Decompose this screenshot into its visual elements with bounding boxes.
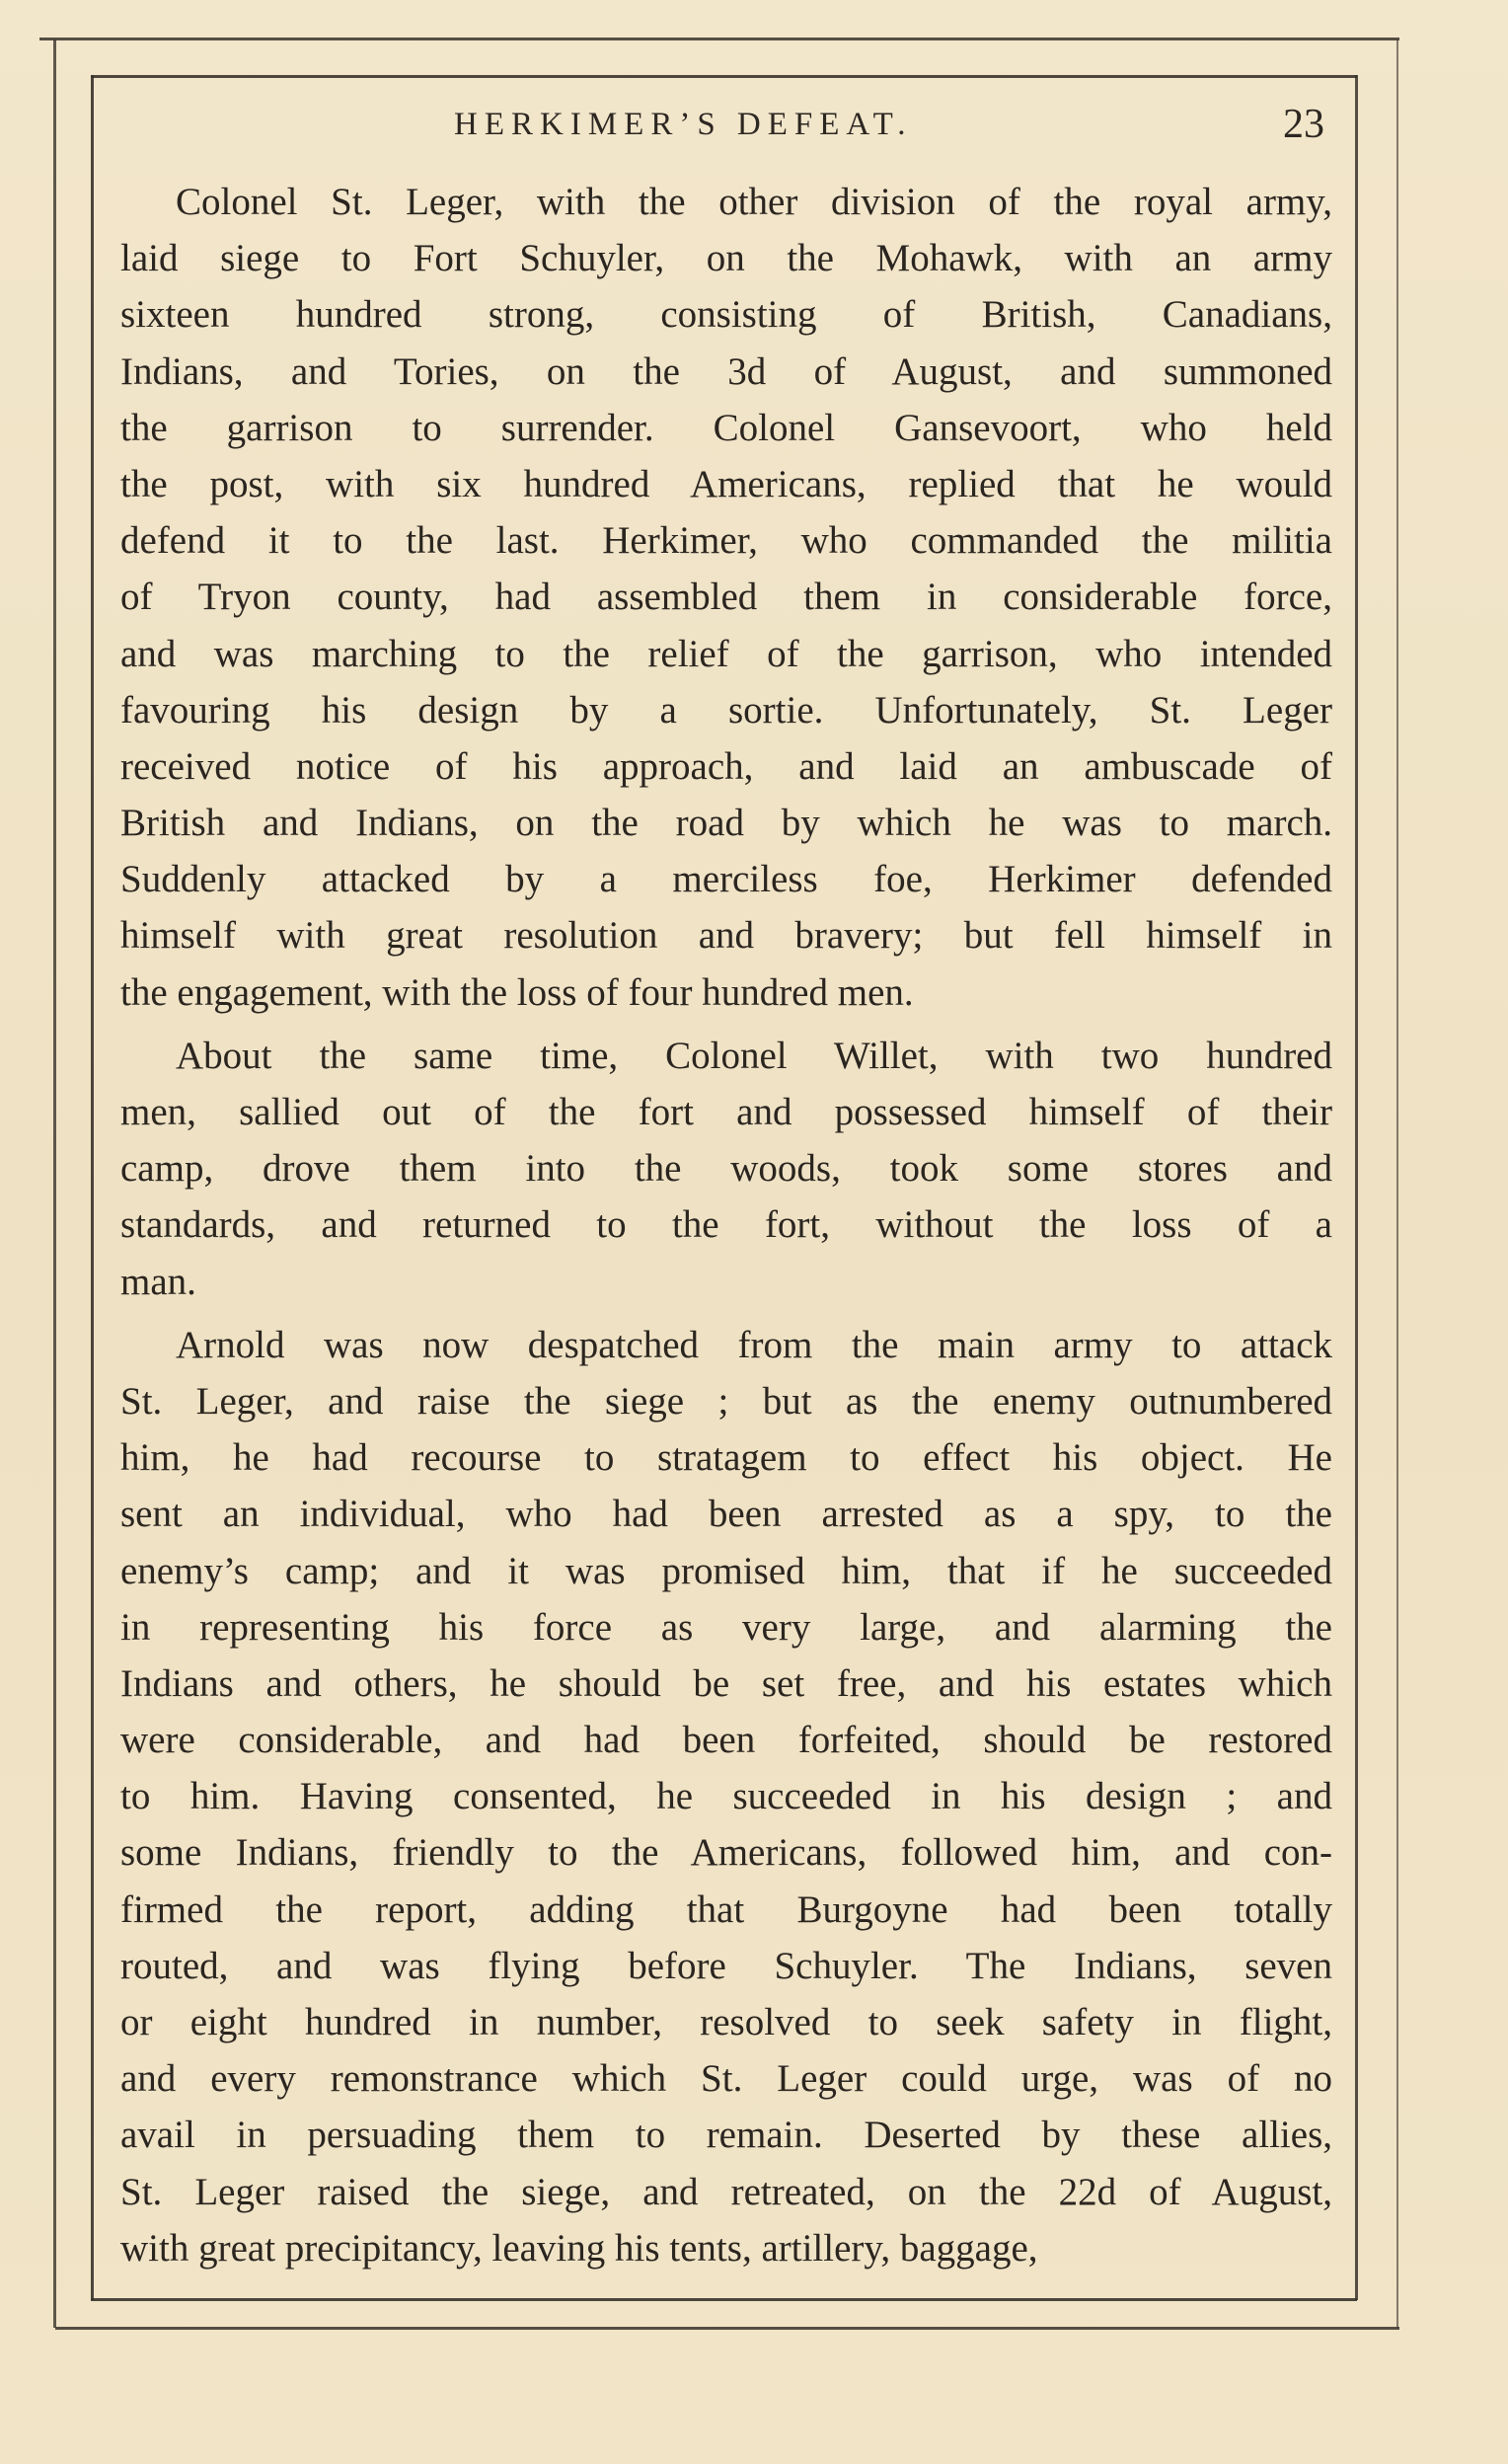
text-line: Indians and others, he should be set free, and his estates which bbox=[120, 1661, 1332, 1705]
text-line: the engagement, with the loss of four hundred men. bbox=[120, 970, 914, 1014]
text-line: of Tryon county, had assembled them in considerable force, bbox=[120, 576, 1332, 619]
text-line: favouring his design by a sortie. Unfortunately, St. Leger bbox=[120, 688, 1332, 732]
text-line: Colonel St. Leger, with the other division of the royal army, bbox=[176, 181, 1332, 223]
text-line: the post, with six hundred Americans, replied that he would bbox=[120, 462, 1332, 505]
text-line: to him. Having consented, he succeeded in his design ; and bbox=[120, 1775, 1332, 1818]
text-line: enemy’s camp; and it was promised him, that if he succeeded bbox=[120, 1549, 1332, 1592]
text-line: were considerable, and had been forfeited, should be restored bbox=[120, 1719, 1332, 1762]
page-header bbox=[118, 101, 1332, 156]
text-line: sixteen hundred strong, consisting of British, Canadians, bbox=[120, 293, 1332, 337]
text-line: St. Leger raised the siege, and retreated, on the 22d of August, bbox=[120, 2170, 1332, 2213]
text-line: or eight hundred in number, resolved to seek safety in flight, bbox=[120, 2001, 1332, 2043]
text-line: Indians, and Tories, on the 3d of August, and summoned bbox=[120, 349, 1332, 393]
paragraph-gap bbox=[120, 1310, 1332, 1317]
running-head: HERKIMER’S DEFEAT. bbox=[454, 107, 913, 142]
paragraph-gap bbox=[120, 1021, 1332, 1028]
inner-bottom-rule bbox=[91, 2298, 1357, 2301]
text-line: British and Indians, on the road by which he was to march. bbox=[120, 802, 1332, 845]
body-text bbox=[120, 174, 1332, 2276]
text-line: received notice of his approach, and laid an ambuscade of bbox=[120, 744, 1332, 788]
outer-left-rule bbox=[53, 39, 56, 2328]
text-line: him, he had recourse to stratagem to effect his object. He bbox=[120, 1436, 1332, 1480]
text-line: avail in persuading them to remain. Deserted by these allies, bbox=[120, 2114, 1332, 2157]
outer-bottom-rule bbox=[55, 2327, 1399, 2330]
text-line: About the same time, Colonel Willet, with two hundred bbox=[176, 1034, 1332, 1077]
text-line: and was marching to the relief of the garrison, who intended bbox=[120, 632, 1332, 675]
text-line: St. Leger, and raise the siege ; but as the enemy outnumbered bbox=[120, 1379, 1332, 1423]
text-line: routed, and was flying before Schuyler. The Indians, seven bbox=[120, 1944, 1332, 1987]
text-line: in representing his force as very large, and alarming the bbox=[120, 1605, 1332, 1649]
text-line: firmed the report, adding that Burgoyne had been totally bbox=[120, 1887, 1332, 1931]
page-number: 23 bbox=[1283, 102, 1324, 147]
outer-right-rule bbox=[1396, 39, 1398, 2328]
text-line: defend it to the last. Herkimer, who commanded the militia bbox=[120, 519, 1332, 563]
text-line: camp, drove them into the woods, took some stores and bbox=[120, 1147, 1332, 1191]
text-line: Suddenly attacked by a merciless foe, Herkimer defended bbox=[120, 858, 1332, 901]
text-line: laid siege to Fort Schuyler, on the Mohawk, with an army bbox=[120, 237, 1332, 280]
inner-right-rule bbox=[1355, 75, 1358, 2300]
paragraph bbox=[120, 1028, 1332, 1310]
paragraph bbox=[120, 174, 1332, 1021]
text-line: Arnold was now despatched from the main army to attack bbox=[176, 1323, 1332, 1366]
text-line: standards, and returned to the fort, without the loss of a bbox=[120, 1203, 1332, 1247]
text-line: the garrison to surrender. Colonel Gansevoort, who held bbox=[120, 406, 1332, 449]
text-line: with great precipitancy, leaving his tents, artillery, baggage, bbox=[120, 2226, 1038, 2270]
text-line: sent an individual, who had been arrested as a spy, to the bbox=[120, 1493, 1332, 1536]
text-line: some Indians, friendly to the Americans, followed him, and con- bbox=[120, 1831, 1332, 1875]
text-line: men, sallied out of the fort and possessed himself of their bbox=[120, 1091, 1332, 1133]
text-line: and every remonstrance which St. Leger could urge, was of no bbox=[120, 2057, 1332, 2101]
paragraph bbox=[120, 1317, 1332, 2276]
outer-top-rule bbox=[39, 38, 1399, 40]
inner-top-rule bbox=[91, 75, 1357, 78]
text-line: himself with great resolution and bravery; but fell himself in bbox=[120, 914, 1332, 958]
inner-left-rule bbox=[91, 75, 94, 2300]
text-line: man. bbox=[120, 1260, 196, 1303]
